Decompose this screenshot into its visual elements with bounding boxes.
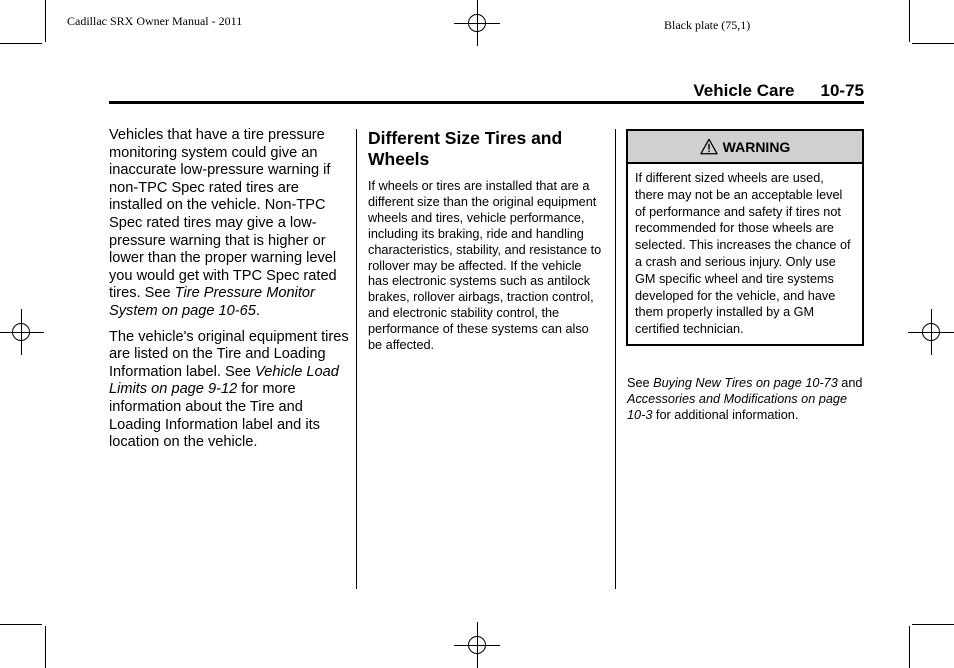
column-divider xyxy=(356,129,357,589)
paragraph: Vehicles that have a tire pressure monitoring system could give an inaccurate low-pressure warning if non-TPC Spec rated tires are installed on the vehicle. Non-TPC Spec rated tires may give a low-pressure warning that is higher or lower than the proper warning level you would get with TPC Spec rated tires. See Tire Pressure Monitor System on page 10-65. xyxy=(109,127,337,319)
section-heading: Different Size Tires and Wheels xyxy=(368,128,563,169)
column-divider xyxy=(615,129,616,589)
cross-reference: Tire Pressure Monitor System on page 10-65 xyxy=(109,285,315,319)
warning-body: If different sized wheels are used, there may not be an acceptable level of performance and safety if tires not recommended for those wheels are selected. This increases the chance of a crash and serious injury. Only use GM specific wheel and tire systems developed for the vehicle, and have them properly installed by a GM certified technician. xyxy=(635,171,851,337)
paragraph: If wheels or tires are installed that are a different size than the original equipment wheels and tires, vehicle performance, including its braking, ride and handling characteristics, stability, and resistance to rollover may be affected. If the vehicle has electronic systems such as antilock brakes, rollover airbags, traction control, and electronic stability control, the performance of these systems can also be affected. xyxy=(368,179,602,353)
column-middle xyxy=(368,128,604,354)
paragraph: The vehicle's original equipment tires are listed on the Tire and Loading Information label. See Vehicle Load Limits on page 9-12 for more information about the Tire and Loading Information label and its location on the vehicle. xyxy=(109,328,349,451)
crop-mark xyxy=(45,626,46,668)
section-title: Vehicle Care xyxy=(693,81,795,100)
header-rule xyxy=(109,101,864,104)
warning-header xyxy=(628,131,862,164)
registration-mark-icon xyxy=(462,8,492,38)
plate-label-right: Black plate (75,1) xyxy=(664,18,751,32)
crop-mark xyxy=(909,626,910,668)
registration-mark-icon xyxy=(6,317,36,347)
crop-mark xyxy=(0,43,42,44)
cross-reference: Accessories and Modifications on page 10-3 xyxy=(627,391,848,422)
crop-mark xyxy=(912,624,954,625)
cross-reference: Vehicle Load Limits on page 9-12 xyxy=(109,363,339,398)
warning-box xyxy=(626,129,864,346)
crop-mark xyxy=(45,0,46,42)
cross-reference: Buying New Tires on page 10-73 xyxy=(653,376,838,390)
crop-mark xyxy=(909,0,910,42)
page-header xyxy=(693,81,864,101)
paragraph: See Buying New Tires on page 10-73 and Accessories and Modifications on page 10-3 for additional information. xyxy=(627,376,863,422)
warning-title: WARNING xyxy=(722,138,791,155)
page-number: 10-75 xyxy=(820,81,864,100)
registration-mark-icon xyxy=(462,630,492,660)
crop-mark xyxy=(912,43,954,44)
plate-label-left: Cadillac SRX Owner Manual - 2011 xyxy=(67,14,243,28)
warning-triangle-icon xyxy=(700,138,718,155)
registration-mark-icon xyxy=(916,317,946,347)
column-right xyxy=(627,376,863,424)
column-left xyxy=(109,127,349,460)
crop-mark xyxy=(0,624,42,625)
